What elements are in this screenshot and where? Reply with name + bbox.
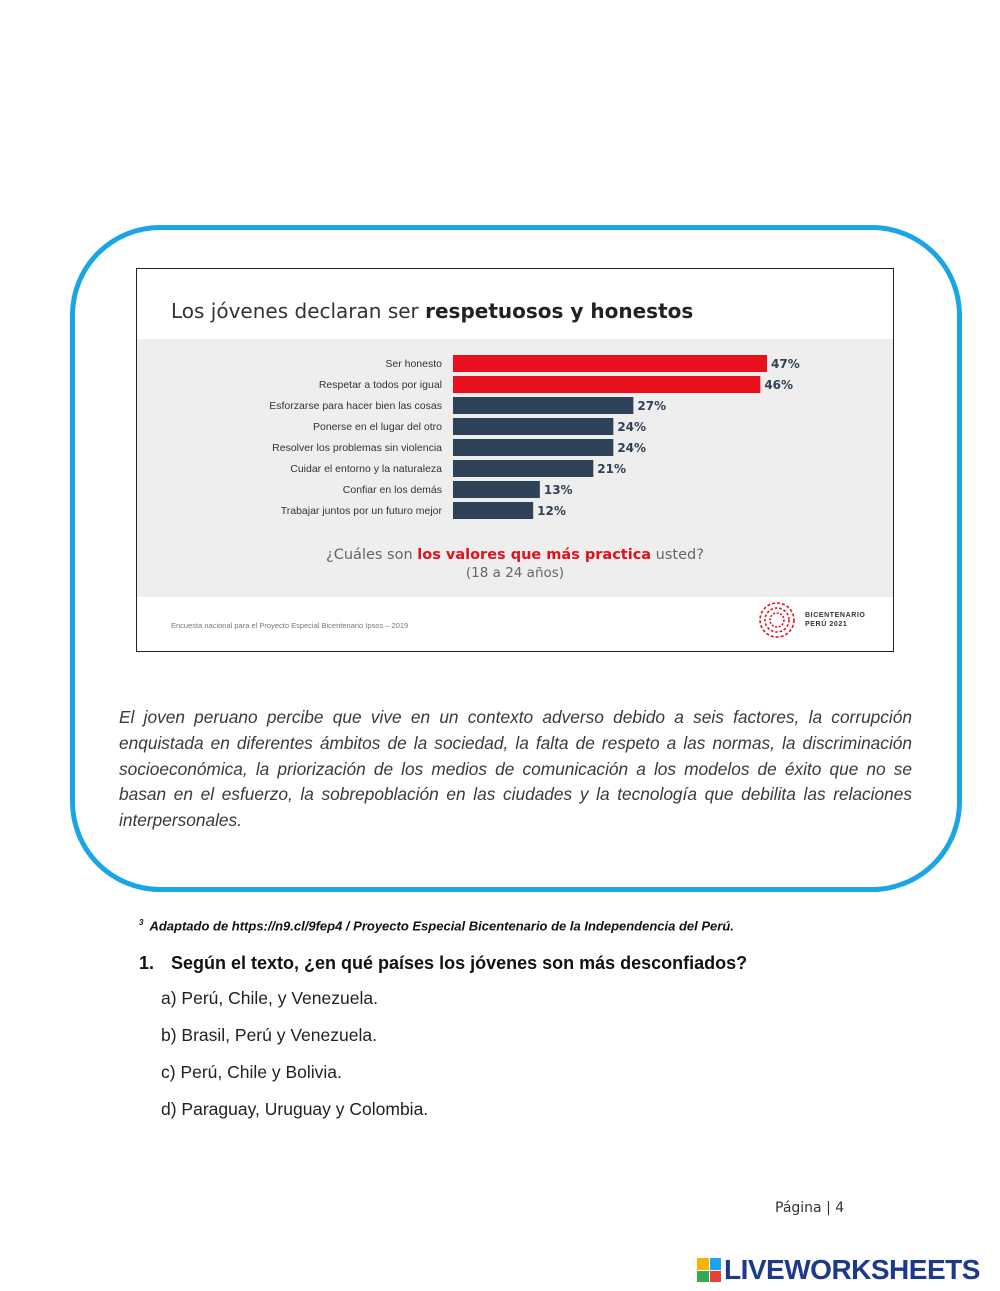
reading-paragraph: El joven peruano percibe que vive en un contexto adverso debido a seis factores, la corrupción enquistada en diferentes ámbitos de la sociedad, la falta de respeto a las normas, la discriminación socioeconómica, la priorización de los medios de comunicación a los modelos de éxito que no se basan en el esfuerzo, la sobrepoblación en las ciudades y la tecnología que debilita las relaciones interpersonales. bbox=[119, 707, 912, 831]
option-a[interactable]: a) Perú, Chile, y Venezuela. bbox=[161, 988, 378, 1008]
bicentenario-emblem-icon bbox=[753, 599, 801, 641]
bar bbox=[453, 418, 613, 435]
bar-value-label: 21% bbox=[597, 462, 627, 476]
bar-value-label: 47% bbox=[771, 357, 800, 371]
bar bbox=[453, 460, 593, 477]
brand-text: LIVEWORKSHEETS bbox=[724, 1254, 980, 1285]
bicentenario-logo bbox=[753, 599, 881, 641]
bar-value-label: 24% bbox=[617, 420, 647, 434]
bar-category-label: Resolver los problemas sin violencia bbox=[272, 442, 442, 454]
bar-category-label: Trabajar juntos por un futuro mejor bbox=[280, 505, 442, 517]
bar-value-label: 13% bbox=[543, 483, 573, 497]
survey-age-range: (18 a 24 años) bbox=[465, 565, 565, 581]
footnote bbox=[139, 918, 734, 933]
liveworksheets-logo[interactable] bbox=[697, 1254, 980, 1286]
bar-category-label: Cuidar el entorno y la naturaleza bbox=[290, 463, 442, 475]
infographic bbox=[136, 268, 894, 652]
question-regular-2: usted? bbox=[651, 547, 704, 563]
bar-category-label: Ponerse en el lugar del otro bbox=[313, 421, 442, 433]
liveworksheets-blocks-icon bbox=[697, 1258, 721, 1282]
bar bbox=[453, 481, 540, 498]
question-title bbox=[139, 953, 747, 974]
question-regular-1: ¿Cuáles son bbox=[326, 547, 418, 563]
title-bold: respetuosos y honestos bbox=[425, 299, 694, 323]
bar-value-label: 27% bbox=[637, 399, 667, 413]
bar-category-label: Confiar en los demás bbox=[342, 484, 442, 496]
survey-source: Encuesta nacional para el Proyecto Especial Bicentenario Ipsos – 2019 bbox=[171, 621, 409, 630]
bar-category-label: Respetar a todos por igual bbox=[318, 379, 442, 391]
bar-value-label: 12% bbox=[537, 504, 566, 518]
bar-chart bbox=[137, 269, 894, 652]
logo-line-1: BICENTENARIO bbox=[805, 612, 866, 619]
option-b[interactable]: b) Brasil, Perú y Venezuela. bbox=[161, 1025, 377, 1045]
footnote-text: Adaptado de https://n9.cl/9fep4 / Proyecto Especial Bicentenario de la Independencia del Perú. bbox=[149, 918, 734, 934]
title-regular: Los jóvenes declaran ser bbox=[171, 299, 426, 323]
question-number: 1. bbox=[139, 953, 155, 973]
bar-value-label: 46% bbox=[764, 378, 794, 392]
bar bbox=[453, 439, 613, 456]
question-bold: los valores que más practica bbox=[417, 547, 652, 563]
survey-question bbox=[137, 547, 893, 563]
logo-line-2: PERÚ 2021 bbox=[805, 620, 848, 628]
option-d[interactable]: d) Paraguay, Uruguay y Colombia. bbox=[161, 1099, 429, 1119]
option-c[interactable]: c) Perú, Chile y Bolivia. bbox=[161, 1062, 342, 1082]
question-text: Según el texto, ¿en qué países los jóvenes son más desconfiados? bbox=[171, 953, 748, 973]
footnote-marker: 3 bbox=[139, 918, 144, 927]
bar bbox=[453, 397, 633, 414]
bar-value-label: 24% bbox=[617, 441, 647, 455]
bar-category-label: Ser honesto bbox=[385, 358, 442, 370]
logo-text bbox=[805, 612, 865, 629]
bar-category-label: Esforzarse para hacer bien las cosas bbox=[269, 400, 442, 412]
bar bbox=[453, 502, 533, 519]
bar bbox=[453, 376, 760, 393]
bar bbox=[453, 355, 767, 372]
page-number: Página | 4 bbox=[775, 1200, 845, 1216]
